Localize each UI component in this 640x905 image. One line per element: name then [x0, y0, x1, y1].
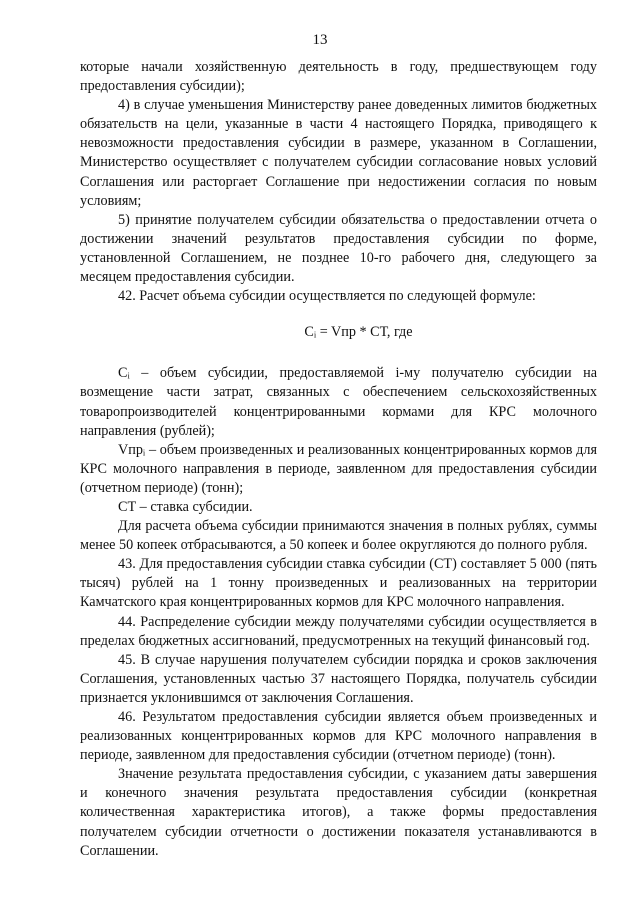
page-number: 13: [312, 32, 328, 48]
paragraph-42: 42. Расчет объема субсидии осуществляется по следующей формуле:: [118, 288, 536, 305]
paragraph-result-value: Значение результата предоставления субсидии, с указанием даты завершения и конечного значения результата предоставления субсидии (конкретная количественная характеристика итогов), а также формы предоставления получателем субсидии отчетности о достижении показателя устанавливаются в Соглашении.: [80, 766, 597, 859]
document-body: [80, 58, 597, 861]
paragraph-43: 43. Для предоставления субсидии ставка субсидии (СТ) составляет 5 000 (пять тысяч) рублей на 1 тонну произведенных и реализованных на территории Камчатского края концентрированных кормов для КРС молочного направления.: [80, 556, 597, 611]
paragraph-item-5: 5) принятие получателем субсидии обязательства о предоставлении отчета о достижении значений результатов предоставления субсидии по форме, установленной Соглашением, не позднее 10-го рабочего дня, следующего за месяцем предоставления субсидии.: [80, 211, 597, 286]
paragraph-item-4: 4) в случае уменьшения Министерству ранее доведенных лимитов бюджетных обязательств на цели, указанные в части 4 настоящего Порядка, приводящего к невозможности предоставления субсидии в размере, указанном в Соглашении, Министерство осуществляет с получателем субсидии согласование новых условий Соглашения или расторгает Соглашение при недостижении согласия по новым условиям;: [80, 97, 597, 209]
paragraph-45: 45. В случае нарушения получателем субсидии порядка и сроков заключения Соглашения, установленных частью 37 настоящего Порядка, получатель субсидии признается уклонившимся от заключения Соглашения.: [80, 651, 597, 706]
definition-st: СТ – ставка субсидии.: [118, 498, 253, 515]
paragraph-44: 44. Распределение субсидии между получателями субсидии осуществляется в пределах бюджетных ассигнований, предусмотренных на текущий финансовый год.: [80, 613, 597, 649]
subsidy-formula: Cᵢ = Vпр * СТ, где: [304, 324, 413, 341]
definition-ci: Cᵢ – объем субсидии, предоставляемой i-му получателю субсидии на возмещение части затрат, связанных с обеспечением сельскохозяйственных товаропроизводителей концентрированными кормами для КРС молочного направления (рублей);: [80, 365, 597, 439]
definition-vpr: Vпрᵢ – объем произведенных и реализованных концентрированных кормов для КРС молочного направления в периоде, заявленном для предоставления субсидии (отчетном периоде) (тонн);: [80, 441, 597, 496]
paragraph-46: 46. Результатом предоставления субсидии является объем произведенных и реализованных концентрированных кормов для КРС молочного направления в периоде, заявленном для предоставления субсидии (отчетном периоде) (тонн).: [80, 709, 597, 764]
paragraph-continuation: которые начали хозяйственную деятельность в году, предшествующем году предоставления субсидии);: [80, 59, 597, 95]
paragraph-rounding: Для расчета объема субсидии принимаются значения в полных рублях, суммы менее 50 копеек отбрасываются, а 50 копеек и более округляются до полного рубля.: [80, 518, 597, 554]
